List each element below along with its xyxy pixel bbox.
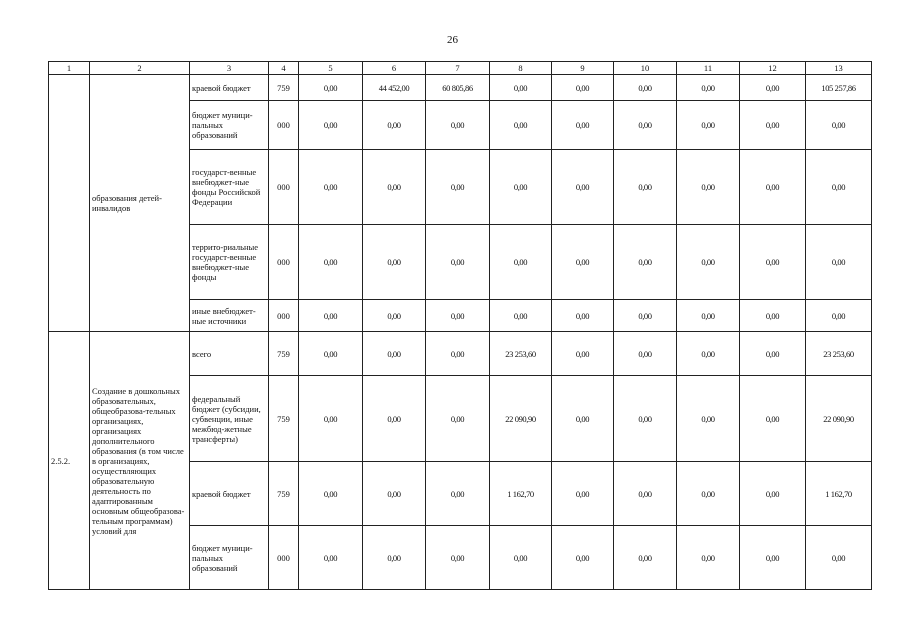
column-header: 8 <box>490 62 552 75</box>
amount-cell: 0,00 <box>552 526 614 590</box>
amount-cell: 0,00 <box>490 150 552 225</box>
amount-cell: 1 162,70 <box>806 462 872 526</box>
table-row <box>49 332 872 376</box>
amount-cell: 0,00 <box>363 332 426 376</box>
amount-cell: 0,00 <box>614 526 677 590</box>
amount-cell: 0,00 <box>552 332 614 376</box>
amount-cell: 0,00 <box>740 526 806 590</box>
budget-code: 759 <box>269 332 299 376</box>
amount-cell: 0,00 <box>363 462 426 526</box>
amount-cell: 0,00 <box>299 332 363 376</box>
column-header: 13 <box>806 62 872 75</box>
budget-table <box>48 61 872 590</box>
column-header: 5 <box>299 62 363 75</box>
column-header: 4 <box>269 62 299 75</box>
amount-cell: 0,00 <box>552 376 614 462</box>
amount-cell: 0,00 <box>426 225 490 300</box>
amount-cell: 0,00 <box>677 526 740 590</box>
amount-cell: 0,00 <box>363 526 426 590</box>
amount-cell: 0,00 <box>299 300 363 332</box>
amount-cell: 0,00 <box>614 150 677 225</box>
amount-cell: 0,00 <box>426 376 490 462</box>
budget-code: 000 <box>269 526 299 590</box>
amount-cell: 0,00 <box>740 300 806 332</box>
amount-cell: 0,00 <box>614 376 677 462</box>
amount-cell: 0,00 <box>614 332 677 376</box>
funding-source: бюджет муници-пальных образований <box>190 101 269 150</box>
budget-code: 000 <box>269 101 299 150</box>
amount-cell: 0,00 <box>426 150 490 225</box>
budget-code: 000 <box>269 225 299 300</box>
amount-cell: 0,00 <box>740 376 806 462</box>
budget-code: 759 <box>269 462 299 526</box>
amount-cell: 0,00 <box>677 462 740 526</box>
amount-cell: 0,00 <box>677 75 740 101</box>
column-header: 9 <box>552 62 614 75</box>
amount-cell: 0,00 <box>363 101 426 150</box>
amount-cell: 0,00 <box>677 150 740 225</box>
amount-cell: 0,00 <box>426 300 490 332</box>
amount-cell: 0,00 <box>740 75 806 101</box>
amount-cell: 0,00 <box>363 150 426 225</box>
amount-cell: 0,00 <box>614 101 677 150</box>
amount-cell: 0,00 <box>806 526 872 590</box>
funding-source: всего <box>190 332 269 376</box>
amount-cell: 0,00 <box>299 101 363 150</box>
budget-code: 759 <box>269 376 299 462</box>
amount-cell: 44 452,00 <box>363 75 426 101</box>
amount-cell: 0,00 <box>490 101 552 150</box>
amount-cell: 60 805,86 <box>426 75 490 101</box>
amount-cell: 0,00 <box>299 225 363 300</box>
funding-source: федеральный бюджет (субсидии, субвенции, иные межбюд-жетные трансферты) <box>190 376 269 462</box>
amount-cell: 0,00 <box>806 150 872 225</box>
row-number <box>49 75 90 332</box>
amount-cell: 0,00 <box>614 225 677 300</box>
column-header: 11 <box>677 62 740 75</box>
budget-code: 000 <box>269 300 299 332</box>
amount-cell: 105 257,86 <box>806 75 872 101</box>
amount-cell: 0,00 <box>740 150 806 225</box>
budget-code: 000 <box>269 150 299 225</box>
amount-cell: 0,00 <box>426 526 490 590</box>
amount-cell: 0,00 <box>740 462 806 526</box>
amount-cell: 0,00 <box>363 225 426 300</box>
amount-cell: 0,00 <box>614 300 677 332</box>
amount-cell: 0,00 <box>299 462 363 526</box>
amount-cell: 1 162,70 <box>490 462 552 526</box>
amount-cell: 0,00 <box>552 300 614 332</box>
measure-name: Создание в дошкольных образовательных, общеобразова-тельных организациях, организациях дополнительного образования (в том числе в организациях, осуществляющих образовательную деятельность по адаптированным основным общеобразова-тельным программам) условий для <box>90 332 190 590</box>
funding-source: краевой бюджет <box>190 75 269 101</box>
measure-name: образования детей-инвалидов <box>90 75 190 332</box>
amount-cell: 0,00 <box>552 150 614 225</box>
funding-source: государст-венные внебюджет-ные фонды Российской Федерации <box>190 150 269 225</box>
row-number: 2.5.2. <box>49 332 90 590</box>
funding-source: террито-риальные государст-венные внебюджет-ные фонды <box>190 225 269 300</box>
amount-cell: 0,00 <box>363 376 426 462</box>
funding-source: бюджет муници-пальных образований <box>190 526 269 590</box>
amount-cell: 0,00 <box>552 101 614 150</box>
amount-cell: 0,00 <box>677 332 740 376</box>
column-header-row <box>49 62 872 75</box>
amount-cell: 0,00 <box>740 101 806 150</box>
column-header: 2 <box>90 62 190 75</box>
amount-cell: 0,00 <box>426 462 490 526</box>
amount-cell: 0,00 <box>490 75 552 101</box>
amount-cell: 0,00 <box>552 462 614 526</box>
funding-source: краевой бюджет <box>190 462 269 526</box>
amount-cell: 0,00 <box>426 101 490 150</box>
amount-cell: 23 253,60 <box>490 332 552 376</box>
table-row <box>49 75 872 101</box>
page-number: 26 <box>447 34 458 46</box>
amount-cell: 0,00 <box>677 300 740 332</box>
column-header: 1 <box>49 62 90 75</box>
amount-cell: 0,00 <box>740 332 806 376</box>
amount-cell: 0,00 <box>299 75 363 101</box>
column-header: 10 <box>614 62 677 75</box>
column-header: 12 <box>740 62 806 75</box>
funding-source: иные внебюджет-ные источники <box>190 300 269 332</box>
amount-cell: 0,00 <box>614 462 677 526</box>
amount-cell: 0,00 <box>426 332 490 376</box>
column-header: 7 <box>426 62 490 75</box>
amount-cell: 0,00 <box>490 526 552 590</box>
amount-cell: 0,00 <box>490 225 552 300</box>
amount-cell: 0,00 <box>490 300 552 332</box>
amount-cell: 23 253,60 <box>806 332 872 376</box>
amount-cell: 0,00 <box>299 376 363 462</box>
amount-cell: 0,00 <box>299 526 363 590</box>
amount-cell: 0,00 <box>552 225 614 300</box>
amount-cell: 0,00 <box>806 225 872 300</box>
amount-cell: 0,00 <box>677 376 740 462</box>
amount-cell: 0,00 <box>806 101 872 150</box>
amount-cell: 0,00 <box>363 300 426 332</box>
amount-cell: 0,00 <box>552 75 614 101</box>
amount-cell: 0,00 <box>677 101 740 150</box>
amount-cell: 0,00 <box>299 150 363 225</box>
amount-cell: 0,00 <box>740 225 806 300</box>
budget-code: 759 <box>269 75 299 101</box>
amount-cell: 0,00 <box>677 225 740 300</box>
amount-cell: 0,00 <box>806 300 872 332</box>
amount-cell: 22 090,90 <box>490 376 552 462</box>
amount-cell: 0,00 <box>614 75 677 101</box>
column-header: 6 <box>363 62 426 75</box>
amount-cell: 22 090,90 <box>806 376 872 462</box>
column-header: 3 <box>190 62 269 75</box>
